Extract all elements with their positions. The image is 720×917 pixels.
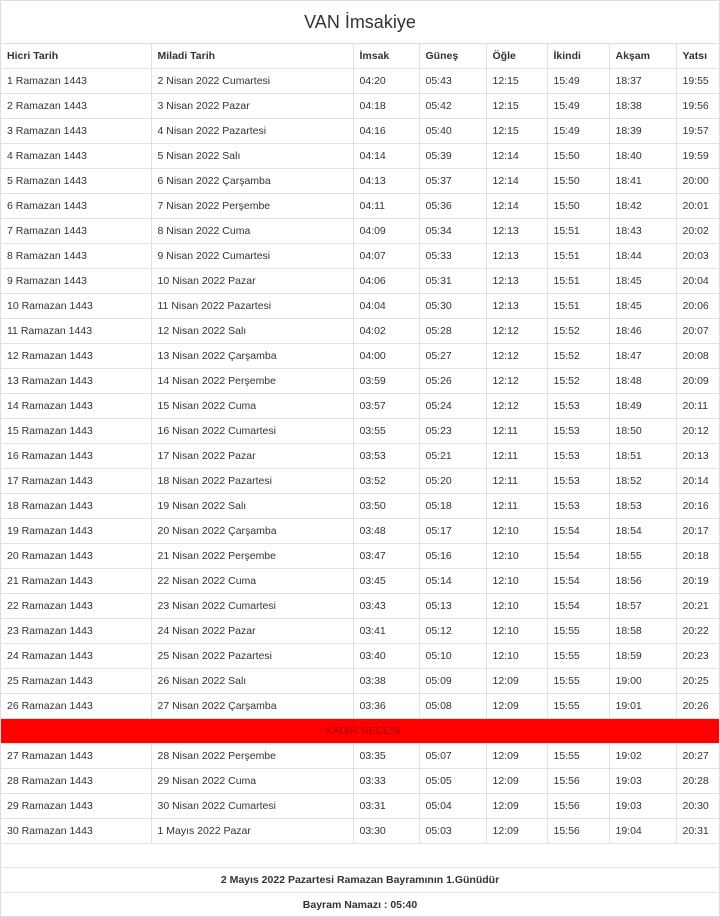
cell-imsak: 04:00 [353, 344, 419, 369]
cell-ikindi: 15:51 [547, 269, 609, 294]
cell-hicri-tarih: 4 Ramazan 1443 [1, 144, 151, 169]
cell-hicri-tarih: 18 Ramazan 1443 [1, 494, 151, 519]
cell-ogle: 12:10 [486, 569, 547, 594]
table-row [1, 669, 719, 694]
cell-gunes: 05:23 [419, 419, 486, 444]
imsakiye-table [1, 44, 719, 844]
cell-miladi-tarih: 29 Nisan 2022 Cuma [151, 769, 353, 794]
cell-imsak: 04:04 [353, 294, 419, 319]
cell-yatsi: 19:57 [676, 119, 719, 144]
column-header-miladi-tarih: Miladi Tarih [151, 44, 353, 69]
table-row [1, 219, 719, 244]
cell-ikindi: 15:53 [547, 494, 609, 519]
cell-miladi-tarih: 16 Nisan 2022 Cumartesi [151, 419, 353, 444]
cell-imsak: 03:50 [353, 494, 419, 519]
cell-yatsi: 20:17 [676, 519, 719, 544]
cell-imsak: 04:13 [353, 169, 419, 194]
cell-hicri-tarih: 20 Ramazan 1443 [1, 544, 151, 569]
cell-hicri-tarih: 6 Ramazan 1443 [1, 194, 151, 219]
cell-ikindi: 15:51 [547, 294, 609, 319]
table-row [1, 594, 719, 619]
cell-gunes: 05:16 [419, 544, 486, 569]
cell-aksam: 18:57 [609, 594, 676, 619]
cell-hicri-tarih: 12 Ramazan 1443 [1, 344, 151, 369]
cell-gunes: 05:37 [419, 169, 486, 194]
cell-aksam: 18:55 [609, 544, 676, 569]
cell-gunes: 05:13 [419, 594, 486, 619]
cell-hicri-tarih: 19 Ramazan 1443 [1, 519, 151, 544]
cell-yatsi: 20:06 [676, 294, 719, 319]
cell-gunes: 05:03 [419, 819, 486, 844]
cell-gunes: 05:28 [419, 319, 486, 344]
cell-miladi-tarih: 10 Nisan 2022 Pazar [151, 269, 353, 294]
table-row [1, 319, 719, 344]
cell-miladi-tarih: 19 Nisan 2022 Salı [151, 494, 353, 519]
cell-hicri-tarih: 3 Ramazan 1443 [1, 119, 151, 144]
table-row [1, 169, 719, 194]
cell-ogle: 12:13 [486, 244, 547, 269]
cell-ikindi: 15:54 [547, 544, 609, 569]
cell-ogle: 12:14 [486, 144, 547, 169]
table-row [1, 294, 719, 319]
cell-aksam: 19:04 [609, 819, 676, 844]
cell-gunes: 05:04 [419, 794, 486, 819]
cell-ogle: 12:09 [486, 744, 547, 769]
cell-yatsi: 20:04 [676, 269, 719, 294]
cell-miladi-tarih: 6 Nisan 2022 Çarşamba [151, 169, 353, 194]
cell-aksam: 18:45 [609, 294, 676, 319]
cell-ikindi: 15:51 [547, 244, 609, 269]
table-row [1, 344, 719, 369]
cell-yatsi: 20:26 [676, 694, 719, 719]
cell-hicri-tarih: 7 Ramazan 1443 [1, 219, 151, 244]
cell-hicri-tarih: 11 Ramazan 1443 [1, 319, 151, 344]
cell-ogle: 12:13 [486, 294, 547, 319]
cell-imsak: 04:09 [353, 219, 419, 244]
cell-miladi-tarih: 15 Nisan 2022 Cuma [151, 394, 353, 419]
cell-gunes: 05:42 [419, 94, 486, 119]
cell-yatsi: 20:00 [676, 169, 719, 194]
cell-aksam: 19:01 [609, 694, 676, 719]
cell-gunes: 05:34 [419, 219, 486, 244]
cell-ogle: 12:12 [486, 369, 547, 394]
cell-hicri-tarih: 2 Ramazan 1443 [1, 94, 151, 119]
cell-aksam: 18:48 [609, 369, 676, 394]
cell-miladi-tarih: 20 Nisan 2022 Çarşamba [151, 519, 353, 544]
cell-yatsi: 20:12 [676, 419, 719, 444]
cell-gunes: 05:17 [419, 519, 486, 544]
cell-aksam: 18:43 [609, 219, 676, 244]
kadir-gecesi-row [1, 719, 719, 744]
table-row [1, 569, 719, 594]
cell-miladi-tarih: 12 Nisan 2022 Salı [151, 319, 353, 344]
cell-aksam: 18:42 [609, 194, 676, 219]
cell-imsak: 04:06 [353, 269, 419, 294]
cell-gunes: 05:05 [419, 769, 486, 794]
cell-imsak: 04:16 [353, 119, 419, 144]
cell-imsak: 04:07 [353, 244, 419, 269]
cell-miladi-tarih: 5 Nisan 2022 Salı [151, 144, 353, 169]
column-header-imsak: İmsak [353, 44, 419, 69]
cell-yatsi: 20:25 [676, 669, 719, 694]
cell-ogle: 12:11 [486, 444, 547, 469]
cell-ikindi: 15:55 [547, 619, 609, 644]
cell-hicri-tarih: 25 Ramazan 1443 [1, 669, 151, 694]
cell-ikindi: 15:49 [547, 119, 609, 144]
cell-gunes: 05:21 [419, 444, 486, 469]
table-row [1, 644, 719, 669]
cell-aksam: 18:58 [609, 619, 676, 644]
cell-yatsi: 20:22 [676, 619, 719, 644]
cell-ikindi: 15:55 [547, 694, 609, 719]
cell-ogle: 12:15 [486, 69, 547, 94]
cell-gunes: 05:43 [419, 69, 486, 94]
cell-hicri-tarih: 17 Ramazan 1443 [1, 469, 151, 494]
cell-ikindi: 15:49 [547, 94, 609, 119]
cell-aksam: 18:56 [609, 569, 676, 594]
table-row [1, 794, 719, 819]
cell-ogle: 12:09 [486, 794, 547, 819]
table-row [1, 694, 719, 719]
cell-ogle: 12:10 [486, 644, 547, 669]
cell-ikindi: 15:52 [547, 369, 609, 394]
cell-hicri-tarih: 13 Ramazan 1443 [1, 369, 151, 394]
cell-aksam: 18:37 [609, 69, 676, 94]
cell-aksam: 18:41 [609, 169, 676, 194]
cell-ikindi: 15:51 [547, 219, 609, 244]
cell-ogle: 12:15 [486, 119, 547, 144]
cell-hicri-tarih: 28 Ramazan 1443 [1, 769, 151, 794]
cell-imsak: 03:41 [353, 619, 419, 644]
table-row [1, 144, 719, 169]
cell-yatsi: 20:18 [676, 544, 719, 569]
cell-hicri-tarih: 24 Ramazan 1443 [1, 644, 151, 669]
cell-hicri-tarih: 8 Ramazan 1443 [1, 244, 151, 269]
cell-gunes: 05:33 [419, 244, 486, 269]
cell-imsak: 03:57 [353, 394, 419, 419]
cell-aksam: 19:02 [609, 744, 676, 769]
cell-ikindi: 15:54 [547, 569, 609, 594]
cell-imsak: 03:36 [353, 694, 419, 719]
cell-ikindi: 15:55 [547, 669, 609, 694]
cell-imsak: 03:35 [353, 744, 419, 769]
cell-ogle: 12:10 [486, 594, 547, 619]
cell-yatsi: 20:30 [676, 794, 719, 819]
cell-ikindi: 15:49 [547, 69, 609, 94]
bayram-namazi: Bayram Namazı : 05:40 [302, 899, 418, 911]
cell-ogle: 12:10 [486, 619, 547, 644]
cell-yatsi: 19:55 [676, 69, 719, 94]
cell-ikindi: 15:53 [547, 469, 609, 494]
table-row [1, 94, 719, 119]
cell-ikindi: 15:54 [547, 519, 609, 544]
cell-aksam: 18:49 [609, 394, 676, 419]
cell-gunes: 05:12 [419, 619, 486, 644]
column-header-hicri-tarih: Hicri Tarih [1, 44, 151, 69]
table-row [1, 69, 719, 94]
cell-ogle: 12:13 [486, 269, 547, 294]
cell-yatsi: 20:13 [676, 444, 719, 469]
cell-imsak: 03:40 [353, 644, 419, 669]
table-row [1, 819, 719, 844]
cell-yatsi: 20:19 [676, 569, 719, 594]
cell-gunes: 05:36 [419, 194, 486, 219]
cell-imsak: 03:31 [353, 794, 419, 819]
column-header-ogle: Öğle [486, 44, 547, 69]
cell-yatsi: 20:28 [676, 769, 719, 794]
table-row [1, 494, 719, 519]
cell-miladi-tarih: 22 Nisan 2022 Cuma [151, 569, 353, 594]
cell-yatsi: 20:08 [676, 344, 719, 369]
cell-miladi-tarih: 7 Nisan 2022 Perşembe [151, 194, 353, 219]
cell-ogle: 12:09 [486, 694, 547, 719]
cell-ogle: 12:11 [486, 419, 547, 444]
cell-aksam: 19:03 [609, 769, 676, 794]
cell-yatsi: 20:11 [676, 394, 719, 419]
table-header-row [1, 44, 719, 69]
cell-aksam: 18:46 [609, 319, 676, 344]
cell-ikindi: 15:55 [547, 644, 609, 669]
cell-ogle: 12:09 [486, 669, 547, 694]
cell-ikindi: 15:50 [547, 169, 609, 194]
cell-ogle: 12:14 [486, 194, 547, 219]
cell-hicri-tarih: 30 Ramazan 1443 [1, 819, 151, 844]
cell-imsak: 03:48 [353, 519, 419, 544]
cell-aksam: 18:51 [609, 444, 676, 469]
table-row [1, 469, 719, 494]
cell-yatsi: 19:56 [676, 94, 719, 119]
cell-gunes: 05:27 [419, 344, 486, 369]
cell-gunes: 05:14 [419, 569, 486, 594]
cell-imsak: 04:18 [353, 94, 419, 119]
cell-gunes: 05:08 [419, 694, 486, 719]
cell-imsak: 03:30 [353, 819, 419, 844]
cell-yatsi: 20:14 [676, 469, 719, 494]
cell-hicri-tarih: 29 Ramazan 1443 [1, 794, 151, 819]
cell-miladi-tarih: 11 Nisan 2022 Pazartesi [151, 294, 353, 319]
cell-yatsi: 20:16 [676, 494, 719, 519]
cell-hicri-tarih: 26 Ramazan 1443 [1, 694, 151, 719]
cell-imsak: 04:14 [353, 144, 419, 169]
table-row [1, 244, 719, 269]
cell-aksam: 18:47 [609, 344, 676, 369]
cell-gunes: 05:31 [419, 269, 486, 294]
cell-yatsi: 20:23 [676, 644, 719, 669]
cell-ikindi: 15:55 [547, 744, 609, 769]
cell-aksam: 18:54 [609, 519, 676, 544]
cell-gunes: 05:30 [419, 294, 486, 319]
cell-ikindi: 15:53 [547, 419, 609, 444]
cell-hicri-tarih: 5 Ramazan 1443 [1, 169, 151, 194]
table-row [1, 394, 719, 419]
cell-miladi-tarih: 1 Mayıs 2022 Pazar [151, 819, 353, 844]
cell-hicri-tarih: 22 Ramazan 1443 [1, 594, 151, 619]
column-header-gunes: Güneş [419, 44, 486, 69]
cell-hicri-tarih: 1 Ramazan 1443 [1, 69, 151, 94]
cell-imsak: 03:43 [353, 594, 419, 619]
cell-aksam: 18:50 [609, 419, 676, 444]
cell-miladi-tarih: 18 Nisan 2022 Pazartesi [151, 469, 353, 494]
cell-ikindi: 15:50 [547, 144, 609, 169]
cell-ogle: 12:12 [486, 394, 547, 419]
cell-miladi-tarih: 2 Nisan 2022 Cumartesi [151, 69, 353, 94]
cell-ikindi: 15:52 [547, 344, 609, 369]
cell-ikindi: 15:53 [547, 394, 609, 419]
table-row [1, 444, 719, 469]
cell-ogle: 12:11 [486, 494, 547, 519]
cell-miladi-tarih: 17 Nisan 2022 Pazar [151, 444, 353, 469]
cell-ogle: 12:09 [486, 819, 547, 844]
cell-aksam: 18:53 [609, 494, 676, 519]
cell-miladi-tarih: 14 Nisan 2022 Perşembe [151, 369, 353, 394]
table-row [1, 544, 719, 569]
cell-yatsi: 20:21 [676, 594, 719, 619]
cell-aksam: 19:00 [609, 669, 676, 694]
cell-hicri-tarih: 16 Ramazan 1443 [1, 444, 151, 469]
cell-imsak: 03:59 [353, 369, 419, 394]
cell-miladi-tarih: 23 Nisan 2022 Cumartesi [151, 594, 353, 619]
cell-gunes: 05:18 [419, 494, 486, 519]
cell-miladi-tarih: 3 Nisan 2022 Pazar [151, 94, 353, 119]
table-row [1, 419, 719, 444]
cell-miladi-tarih: 30 Nisan 2022 Cumartesi [151, 794, 353, 819]
cell-imsak: 03:53 [353, 444, 419, 469]
cell-ikindi: 15:56 [547, 769, 609, 794]
cell-miladi-tarih: 26 Nisan 2022 Salı [151, 669, 353, 694]
cell-yatsi: 20:02 [676, 219, 719, 244]
cell-ogle: 12:13 [486, 219, 547, 244]
page-title: VAN İmsakiye [1, 1, 719, 44]
cell-miladi-tarih: 28 Nisan 2022 Perşembe [151, 744, 353, 769]
cell-ogle: 12:14 [486, 169, 547, 194]
cell-miladi-tarih: 25 Nisan 2022 Pazartesi [151, 644, 353, 669]
column-header-yatsi: Yatsı [676, 44, 719, 69]
cell-gunes: 05:39 [419, 144, 486, 169]
table-row [1, 119, 719, 144]
cell-gunes: 05:26 [419, 369, 486, 394]
cell-gunes: 05:07 [419, 744, 486, 769]
cell-ogle: 12:10 [486, 519, 547, 544]
cell-yatsi: 20:27 [676, 744, 719, 769]
cell-imsak: 03:55 [353, 419, 419, 444]
cell-hicri-tarih: 23 Ramazan 1443 [1, 619, 151, 644]
cell-ikindi: 15:52 [547, 319, 609, 344]
cell-aksam: 18:52 [609, 469, 676, 494]
cell-ogle: 12:12 [486, 344, 547, 369]
cell-hicri-tarih: 27 Ramazan 1443 [1, 744, 151, 769]
cell-imsak: 03:38 [353, 669, 419, 694]
cell-gunes: 05:24 [419, 394, 486, 419]
cell-yatsi: 20:03 [676, 244, 719, 269]
table-row [1, 369, 719, 394]
cell-ikindi: 15:56 [547, 819, 609, 844]
cell-aksam: 18:59 [609, 644, 676, 669]
cell-hicri-tarih: 15 Ramazan 1443 [1, 419, 151, 444]
cell-yatsi: 20:01 [676, 194, 719, 219]
table-row [1, 519, 719, 544]
column-header-ikindi: İkindi [547, 44, 609, 69]
cell-imsak: 04:11 [353, 194, 419, 219]
cell-hicri-tarih: 21 Ramazan 1443 [1, 569, 151, 594]
cell-ikindi: 15:53 [547, 444, 609, 469]
cell-aksam: 19:03 [609, 794, 676, 819]
cell-aksam: 18:40 [609, 144, 676, 169]
cell-ogle: 12:10 [486, 544, 547, 569]
cell-miladi-tarih: 21 Nisan 2022 Perşembe [151, 544, 353, 569]
cell-yatsi: 20:07 [676, 319, 719, 344]
cell-ogle: 12:12 [486, 319, 547, 344]
cell-miladi-tarih: 27 Nisan 2022 Çarşamba [151, 694, 353, 719]
table-row [1, 194, 719, 219]
cell-aksam: 18:38 [609, 94, 676, 119]
cell-gunes: 05:10 [419, 644, 486, 669]
cell-miladi-tarih: 4 Nisan 2022 Pazartesi [151, 119, 353, 144]
cell-yatsi: 20:09 [676, 369, 719, 394]
table-body [1, 69, 719, 844]
cell-yatsi: 20:31 [676, 819, 719, 844]
table-spacer [1, 844, 719, 868]
table-row [1, 619, 719, 644]
cell-aksam: 18:44 [609, 244, 676, 269]
cell-aksam: 18:39 [609, 119, 676, 144]
cell-miladi-tarih: 9 Nisan 2022 Cumartesi [151, 244, 353, 269]
cell-ogle: 12:09 [486, 769, 547, 794]
column-header-aksam: Akşam [609, 44, 676, 69]
cell-miladi-tarih: 8 Nisan 2022 Cuma [151, 219, 353, 244]
table-row [1, 769, 719, 794]
cell-ikindi: 15:56 [547, 794, 609, 819]
cell-gunes: 05:20 [419, 469, 486, 494]
table-row [1, 269, 719, 294]
table-row [1, 744, 719, 769]
cell-hicri-tarih: 9 Ramazan 1443 [1, 269, 151, 294]
cell-ikindi: 15:50 [547, 194, 609, 219]
bayram-note: 2 Mayıs 2022 Pazartesi Ramazan Bayramının 1.Günüdür [1, 868, 719, 893]
cell-gunes: 05:09 [419, 669, 486, 694]
cell-miladi-tarih: 13 Nisan 2022 Çarşamba [151, 344, 353, 369]
cell-imsak: 03:45 [353, 569, 419, 594]
cell-hicri-tarih: 10 Ramazan 1443 [1, 294, 151, 319]
cell-yatsi: 19:59 [676, 144, 719, 169]
cell-imsak: 03:33 [353, 769, 419, 794]
cell-imsak: 03:47 [353, 544, 419, 569]
cell-ikindi: 15:54 [547, 594, 609, 619]
cell-aksam: 18:45 [609, 269, 676, 294]
cell-miladi-tarih: 24 Nisan 2022 Pazar [151, 619, 353, 644]
cell-imsak: 03:52 [353, 469, 419, 494]
cell-gunes: 05:40 [419, 119, 486, 144]
cell-ogle: 12:11 [486, 469, 547, 494]
cell-hicri-tarih: 14 Ramazan 1443 [1, 394, 151, 419]
cell-imsak: 04:20 [353, 69, 419, 94]
cell-imsak: 04:02 [353, 319, 419, 344]
cell-ogle: 12:15 [486, 94, 547, 119]
kadir-gecesi-label: KADİR GECESİ [1, 719, 719, 744]
